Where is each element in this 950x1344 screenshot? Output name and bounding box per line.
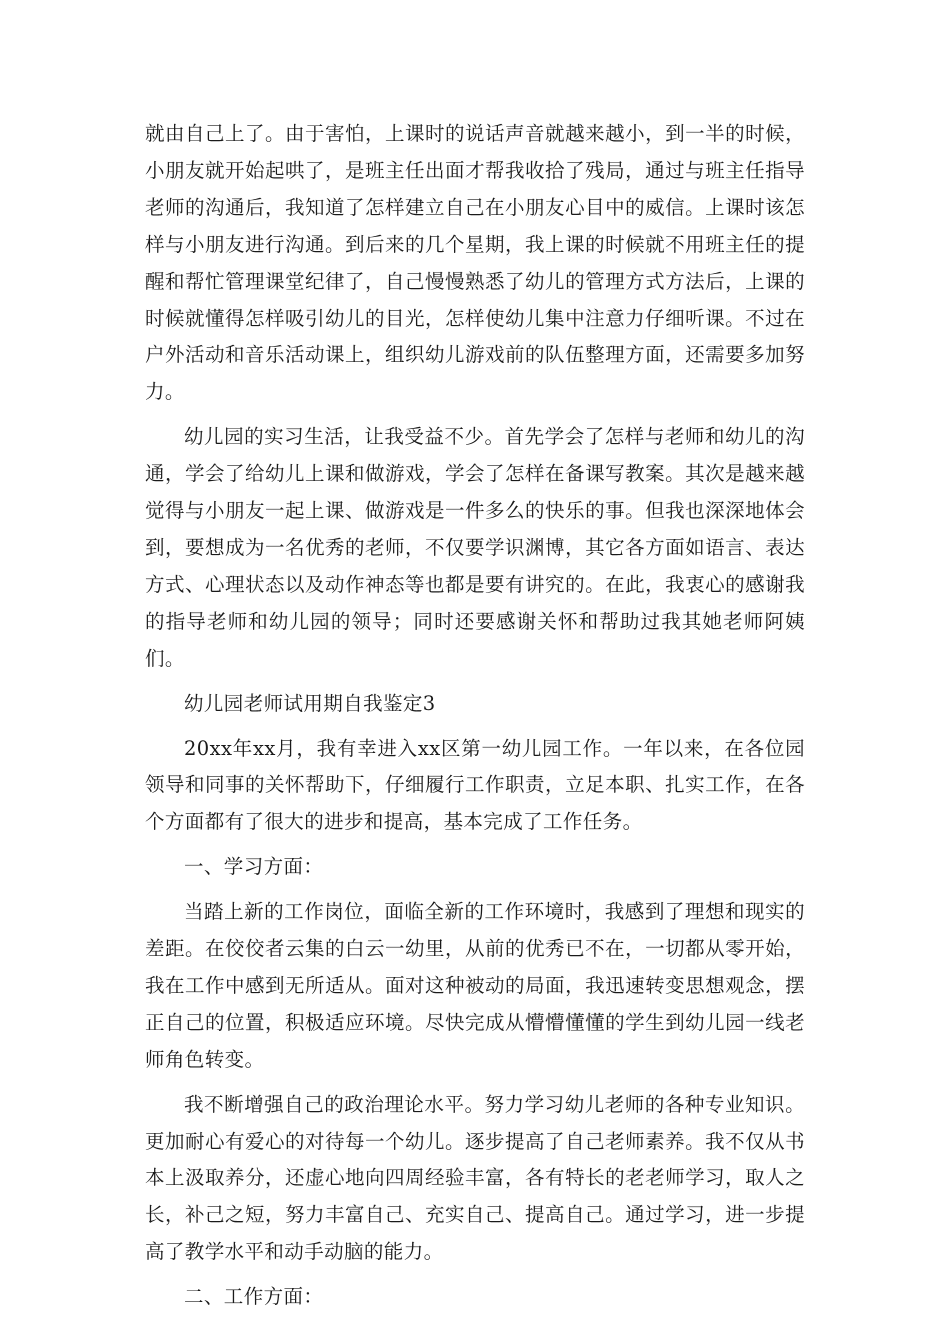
paragraph-intro: 20xx年xx月，我有幸进入xx区第一幼儿园工作。一年以来，在各位园领导和同事的关怀帮助下，仔细履行工作职责，立足本职、扎实工作，在各个方面都有了很大的进步和提高，基本完成了工作任务。 — [145, 736, 805, 834]
paragraph-internship-summary: 幼儿园的实习生活，让我受益不少。首先学会了怎样与老师和幼儿的沟通，学会了给幼儿上课和做游戏，学会了怎样在备课写教案。其次是越来越觉得与小朋友一起上课、做游戏是一件多么的快乐的事。但我也深深地体会到，要想成为一名优秀的老师，不仅要学识渊博，其它各方面如语言、表达方式、心理状态以及动作神态等也都是要有讲究的。在此，我衷心的感谢我的指导老师和幼儿园的领导；同时还要感谢关怀和帮助过我其她老师阿姨们。 — [145, 425, 805, 670]
section-title: 幼儿园老师试用期自我鉴定3 — [184, 691, 436, 715]
paragraph-study-1: 当踏上新的工作岗位，面临全新的工作环境时，我感到了理想和现实的差距。在佼佼者云集的白云一幼里，从前的优秀已不在，一切都从零开始，我在工作中感到无所适从。面对这种被动的局面，我迅速转变思想观念，摆正自己的位置，积极适应环境。尽快完成从懵懵懂懂的学生到幼儿园一线老师角色转变。 — [145, 900, 805, 1071]
paragraph-study-2: 我不断增强自己的政治理论水平。努力学习幼儿老师的各种专业知识。更加耐心有爱心的对待每一个幼儿。逐步提高了自己老师素养。我不仅从书本上汲取养分，还虚心地向四周经验丰富，各有特长的老老师学习，取人之长，补己之短，努力丰富自己、充实自己、提高自己。通过学习，进一步提高了教学水平和动手动脑的能力。 — [145, 1092, 805, 1264]
heading-work: 二、工作方面： — [184, 1285, 324, 1309]
document-body — [145, 116, 805, 1324]
paragraph-continuation: 就由自己上了。由于害怕，上课时的说话声音就越来越小，到一半的时候，小朋友就开始起哄了，是班主任出面才帮我收拾了残局，通过与班主任指导老师的沟通后，我知道了怎样建立自己在小朋友心目中的威信。上课时该怎样与小朋友进行沟通。到后来的几个星期，我上课的时候就不用班主任的提醒和帮忙管理课堂纪律了，自己慢慢熟悉了幼儿的管理方式方法后，上课的时候就懂得怎样吸引幼儿的目光，怎样使幼儿集中注意力仔细听课。不过在户外活动和音乐活动课上，组织幼儿游戏前的队伍整理方面，还需要多加努力。 — [145, 122, 805, 404]
heading-study: 一、学习方面： — [184, 855, 324, 879]
